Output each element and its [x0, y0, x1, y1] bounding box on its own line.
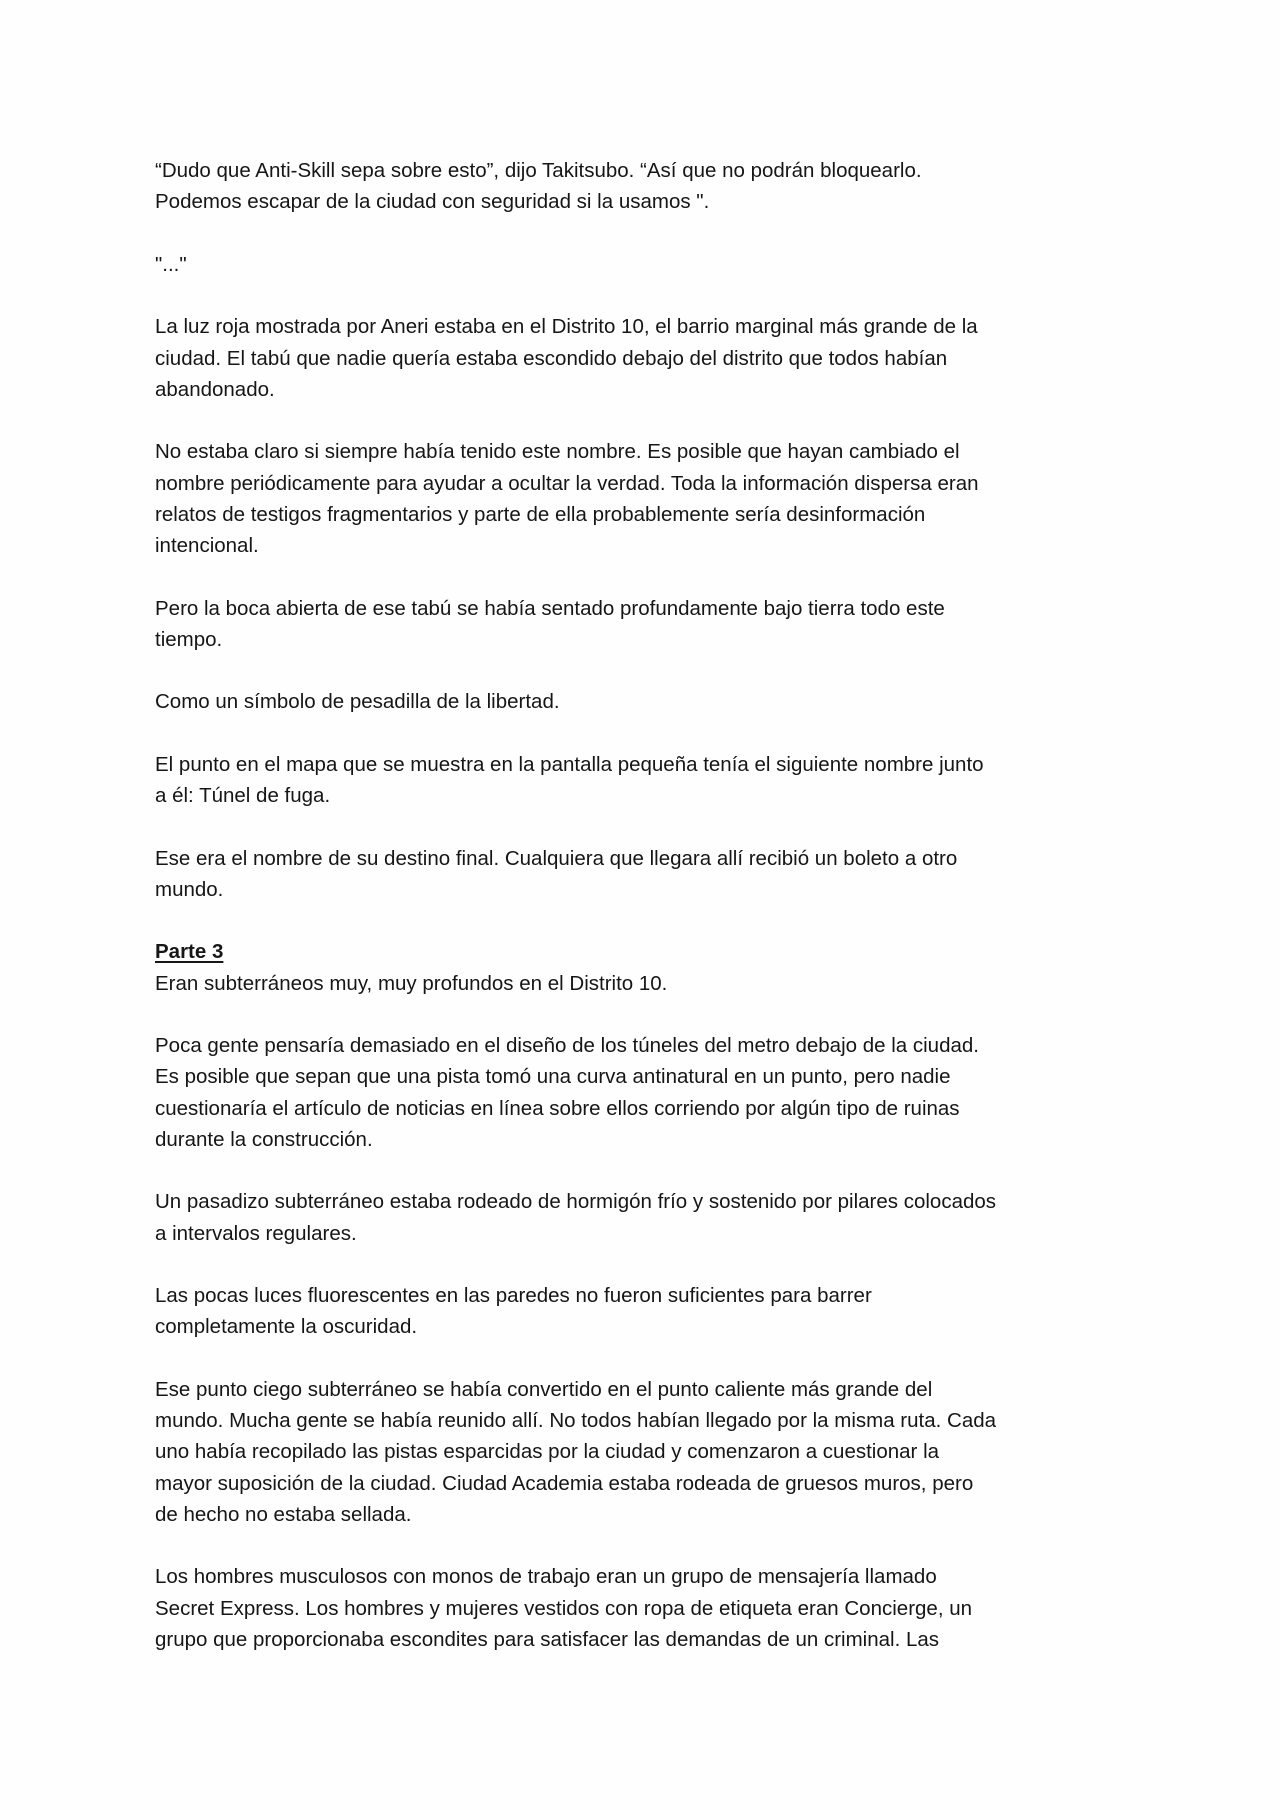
text-line: relatos de testigos fragmentarios y parte de ella probablemente sería desinformación: [155, 502, 926, 526]
text-line: Es posible que sepan que una pista tomó una curva antinatural en un punto, pero nadie: [155, 1065, 951, 1089]
paragraph: [155, 843, 1155, 906]
paragraph: [155, 593, 1155, 656]
text-line: de hecho no estaba sellada.: [155, 1502, 412, 1526]
text-line: completamente la oscuridad.: [155, 1315, 418, 1339]
text-line: “Dudo que Anti-Skill sepa sobre esto”, dijo Takitsubo. “Así que no podrán bloquearlo.: [155, 159, 922, 182]
text-line: Ese era el nombre de su destino final. Cualquiera que llegara allí recibió un boleto a otro: [155, 846, 958, 870]
paragraph: [155, 311, 1155, 405]
text-line: No estaba claro si siempre había tenido este nombre. Es posible que hayan cambiado el: [155, 440, 960, 464]
section-heading: Parte 3: [155, 940, 224, 964]
text-line: mayor suposición de la ciudad. Ciudad Academia estaba rodeada de gruesos muros, pero: [155, 1471, 974, 1495]
text-line: durante la construcción.: [155, 1127, 373, 1151]
text-line: Poca gente pensaría demasiado en el diseño de los túneles del metro debajo de la ciudad.: [155, 1034, 979, 1057]
text-line: mundo.: [155, 877, 224, 901]
paragraph: [155, 1030, 1155, 1155]
text-line: a él: Túnel de fuga.: [155, 784, 331, 807]
text-line: grupo que proporcionaba escondites para satisfacer las demandas de un criminal. Las: [155, 1627, 940, 1651]
text-line: Pero la boca abierta de ese tabú se había sentado profundamente bajo tierra todo este: [155, 596, 945, 620]
text-line: tiempo.: [155, 627, 223, 651]
text-line: cuestionaría el artículo de noticias en línea sobre ellos corriendo por algún tipo de ruinas: [155, 1096, 960, 1120]
paragraph: [155, 1374, 1155, 1530]
paragraph: [155, 436, 1155, 561]
text-line: Como un símbolo de pesadilla de la libertad.: [155, 690, 560, 714]
paragraph: [155, 749, 1155, 812]
text-line: mundo. Mucha gente se había reunido allí. No todos habían llegado por la misma ruta. Cada: [155, 1409, 997, 1432]
text-line: Los hombres musculosos con monos de trabajo eran un grupo de mensajería llamado: [155, 1565, 937, 1589]
paragraph: [155, 1561, 1155, 1655]
document-body: [155, 155, 1155, 1655]
paragraph: [155, 1280, 1155, 1343]
text-line: La luz roja mostrada por Aneri estaba en el Distrito 10, el barrio marginal más grande de la: [155, 315, 978, 339]
paragraph-dialogue: [155, 155, 1155, 218]
paragraph: [155, 686, 1155, 717]
text-line: abandonado.: [155, 377, 275, 401]
text-line: "...": [155, 252, 187, 276]
text-line: uno había recopilado las pistas esparcidas por la ciudad y comenzaron a cuestionar la: [155, 1440, 940, 1464]
text-line: El punto en el mapa que se muestra en la pantalla pequeña tenía el siguiente nombre junto: [155, 752, 984, 776]
text-line: Podemos escapar de la ciudad con seguridad si la usamos ".: [155, 190, 710, 214]
text-line: Eran subterráneos muy, muy profundos en el Distrito 10.: [155, 971, 668, 995]
text-line: Un pasadizo subterráneo estaba rodeado de hormigón frío y sostenido por pilares colocados: [155, 1190, 997, 1214]
text-line: ciudad. El tabú que nadie quería estaba escondido debajo del distrito que todos habían: [155, 346, 948, 370]
text-line: a intervalos regulares.: [155, 1221, 357, 1245]
paragraph-ellipsis: [155, 249, 1155, 280]
text-line: Ese punto ciego subterráneo se había convertido en el punto caliente más grande del: [155, 1377, 933, 1401]
text-line: nombre periódicamente para ayudar a ocultar la verdad. Toda la información dispersa eran: [155, 471, 979, 495]
paragraph: [155, 1186, 1155, 1249]
text-line: Las pocas luces fluorescentes en las paredes no fueron suficientes para barrer: [155, 1284, 872, 1307]
paragraph: [155, 968, 1155, 999]
text-line: intencional.: [155, 534, 259, 557]
text-line: Secret Express. Los hombres y mujeres vestidos con ropa de etiqueta eran Concierge, un: [155, 1596, 973, 1620]
